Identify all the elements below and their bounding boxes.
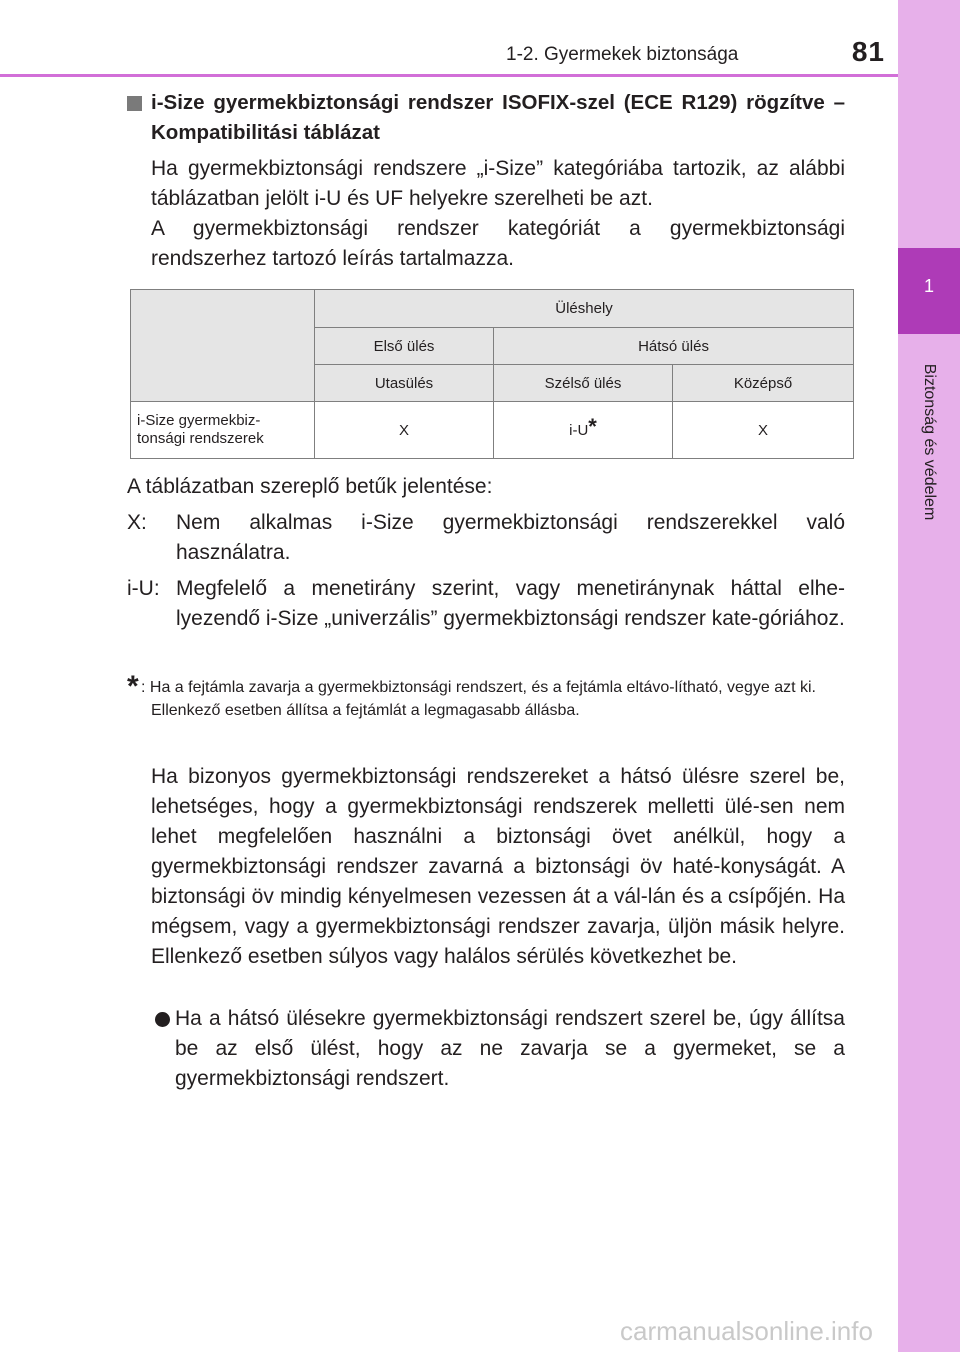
- chapter-side-tab: [898, 0, 960, 1352]
- legend-text: Nem alkalmas i-Size gyermekbiztonsági rendszerekkel való használatra.: [176, 511, 845, 564]
- legend-term: X:: [127, 511, 147, 534]
- warning-paragraph: Ha bizonyos gyermekbiztonsági rendszereket a hátsó ülésre szerel be, lehetséges, hogy a gyermekbiztonsági rendszerek melletti ülé-sen nem lehet megfelelően használni a biztonsági övet anélkül, hogy a gyermekbiztonsági rendszer zavarná a biztonsági öv haté-konyságát. A biztonsági öv mindig kényelmesen vezessen át a vál-lán és a csípőjén. Ha mégsem, vagy a gyermekbiztonsági rendszer zavarja, üljön másik helyre. Ellenkező esetben súlyos vagy halálos sérülés következhet be.: [151, 765, 845, 968]
- section-heading: i-Size gyermekbiztonsági rendszer ISOFIX-szel (ECE R129) rögzítve – Kompatibilitási táblázat: [151, 91, 845, 144]
- legend-item-x: [127, 508, 845, 568]
- table-header-outboard: Szélső ülés: [494, 365, 673, 402]
- intro-paragraph-2: A gyermekbiztonsági rendszer kategóriát a gyermekbiztonsági rendszerhez tartozó leírás tartalmazza.: [151, 217, 845, 270]
- watermark: carmanualsonline.info: [620, 1316, 873, 1346]
- table-cell-center: X: [673, 402, 854, 459]
- legend-text: Megfelelő a menetirány szerint, vagy menetiránynak háttal elhe-lyezendő i-Size „univerzális” gyermekbiztonsági rendszer kate-góriához.: [176, 577, 845, 630]
- table-header-front-seat: Első ülés: [315, 328, 494, 365]
- table-header-seat-position: Üléshely: [315, 290, 854, 328]
- section-title: 1-2. Gyermekek biztonsága: [506, 44, 739, 65]
- footnote: [127, 670, 847, 722]
- outboard-value: i-U: [569, 421, 589, 439]
- table-cell-passenger: X: [315, 402, 494, 459]
- legend-intro: A táblázatban szereplő betűk jelentése:: [127, 475, 493, 498]
- table-header-rear-seat: Hátsó ülés: [494, 328, 854, 365]
- compatibility-table: [130, 289, 854, 459]
- bullet-text: Ha a hátsó ülésekre gyermekbiztonsági rendszert szerel be, úgy állítsa be az első ülést, hogy az ne zavarja se a gyermeket, se a gyermekbiztonsági rendszert.: [175, 1007, 845, 1090]
- intro-paragraph-1: Ha gyermekbiztonsági rendszere „i-Size” kategóriába tartozik, az alábbi táblázatban jelölt i-U és UF helyekre szerelheti be azt.: [151, 157, 845, 210]
- footnote-text-2: Ellenkező esetben állítsa a fejtámlát a legmagasabb állásba.: [151, 702, 580, 719]
- legend-item-iu: [127, 574, 845, 634]
- legend-term: i-U:: [127, 577, 160, 600]
- table-cell-outboard: [494, 402, 673, 459]
- footnote-star: *: [127, 670, 139, 703]
- page-number: 81: [851, 36, 885, 67]
- table-row-label: [131, 402, 315, 459]
- header-divider: [0, 74, 898, 77]
- chapter-label: Biztonság és védelem: [921, 363, 938, 521]
- row-label-line-1: i-Size gyermekbiz-: [137, 412, 261, 429]
- bullet-dot-icon: [155, 1012, 170, 1027]
- table-corner-cell: [131, 290, 315, 402]
- table-header-passenger: Utasülés: [315, 365, 494, 402]
- bullet-item: [155, 1004, 845, 1094]
- table-header-center: Középső: [673, 365, 854, 402]
- footnote-text-1: : Ha a fejtámla zavarja a gyermekbiztonsági rendszert, és a fejtámla eltávo-lítható, vegye azt ki.: [141, 679, 816, 696]
- row-label-line-2: tonsági rendszerek: [137, 430, 264, 447]
- heading-square-icon: [127, 96, 142, 111]
- footnote-marker: *: [588, 413, 597, 439]
- chapter-number: 1: [923, 276, 934, 296]
